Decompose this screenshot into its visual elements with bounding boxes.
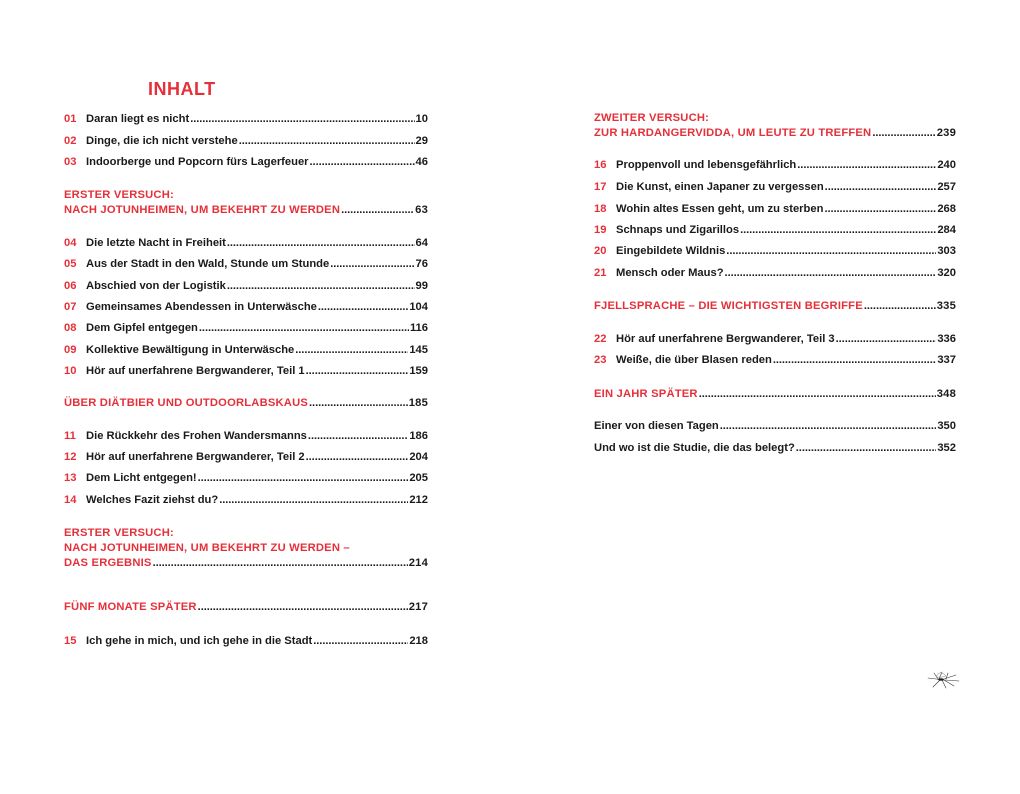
chapter-title: Dem Licht entgegen! [86,472,197,484]
toc-entry[interactable] [64,450,428,465]
chapter-title: Hör auf unerfahrene Bergwanderer, Teil 2 [86,451,305,463]
dot-leader [872,126,935,141]
chapter-title: Abschied von der Logistik [86,280,226,292]
section-title: DAS ERGEBNIS [64,556,152,569]
toc-section-heading[interactable] [64,600,428,615]
toc-entry[interactable] [64,429,428,444]
dot-leader [836,332,937,347]
dot-leader [740,223,936,238]
dot-leader [153,556,408,571]
dot-leader [199,321,409,336]
toc-entry[interactable] [594,353,956,368]
section-title: FÜNF MONATE SPÄTER [64,601,197,613]
chapter-number: 20 [594,245,607,257]
dot-leader [308,429,408,444]
toc-entry[interactable] [64,364,428,379]
page-number: 29 [415,135,428,147]
section-heading-line: NACH JOTUNHEIMEN, UM BEKEHRT ZU WERDEN – [64,541,350,554]
toc-entry[interactable] [64,300,428,315]
chapter-title: Dinge, die ich nicht verstehe [86,135,238,147]
dot-leader [725,266,937,281]
dot-leader [330,257,414,272]
chapter-title: Weiße, die über Blasen reden [616,354,772,366]
dot-leader [306,364,409,379]
toc-entry[interactable] [594,419,956,434]
dot-leader [190,112,414,127]
chapter-number: 17 [594,181,607,193]
page-number: 159 [409,365,428,377]
chapter-number: 13 [64,472,77,484]
section-title: EIN JAHR SPÄTER [594,388,698,400]
page-number: 335 [936,300,956,312]
chapter-title: Aus der Stadt in den Wald, Stunde um Stunde [86,258,330,270]
dot-leader [318,300,408,315]
chapter-title: Hör auf unerfahrene Bergwanderer, Teil 1 [86,365,305,377]
dot-leader [239,134,415,149]
chapter-number: 15 [64,635,77,647]
page-number: 320 [937,267,956,279]
page-number: 239 [936,126,956,139]
page-number: 284 [937,224,956,236]
chapter-number: 08 [64,322,77,334]
page-number: 240 [937,159,956,171]
page-number: 218 [409,635,428,647]
dot-leader [699,387,936,402]
chapter-title: Die Rückkehr des Frohen Wandersmanns [86,430,307,442]
toc-section-heading[interactable] [64,396,428,411]
dot-leader [313,634,408,649]
toc-section-heading[interactable] [594,299,956,314]
chapter-title: Dem Gipfel entgegen [86,322,198,334]
dot-leader [720,419,937,434]
chapter-title: Mensch oder Maus? [616,267,724,279]
chapter-number: 18 [594,203,607,215]
section-heading-row [64,396,428,411]
chapter-number: 07 [64,301,77,313]
page-number: 76 [415,258,428,270]
dot-leader [295,343,408,358]
dot-leader [773,353,936,368]
dot-leader [825,180,937,195]
chapter-number: 14 [64,494,77,506]
chapter-title: Gemeinsames Abendessen in Unterwäsche [86,301,317,313]
page-number: 352 [937,442,956,454]
section-title: NACH JOTUNHEIMEN, UM BEKEHRT ZU WERDEN [64,203,341,216]
chapter-title: Daran liegt es nicht [86,113,190,125]
section-heading-row [594,387,956,402]
toc-section-heading[interactable] [64,526,428,570]
page-number: 350 [937,420,956,432]
dot-leader [219,493,408,508]
toc-entry[interactable] [594,266,956,281]
dot-leader [864,299,936,314]
section-heading-row [64,600,428,615]
toc-entry[interactable] [594,158,956,173]
page-number: 336 [937,333,956,345]
page-number: 268 [937,203,956,215]
section-heading-row [594,299,956,314]
chapter-number: 19 [594,224,607,236]
toc-entry[interactable] [594,180,956,195]
dot-leader [310,155,415,170]
toc-entry[interactable] [594,244,956,259]
page-number: 204 [409,451,428,463]
page-number: 348 [936,388,956,400]
section-heading-row [64,203,428,218]
chapter-title: Einer von diesen Tagen [594,420,719,432]
page-number: 10 [415,113,428,125]
page-number: 145 [409,344,428,356]
section-title: ÜBER DIÄTBIER UND OUTDOORLABSKAUS [64,397,309,409]
chapter-title: Die letzte Nacht in Freiheit [86,237,226,249]
chapter-number: 06 [64,280,77,292]
toc-entry[interactable] [64,321,428,336]
chapter-title: Ich gehe in mich, und ich gehe in die Stadt [86,635,313,647]
page-number: 116 [409,322,428,334]
chapter-number: 11 [64,430,76,442]
dot-leader [309,396,408,411]
toc-entry[interactable] [64,471,428,486]
chapter-title: Indoorberge und Popcorn fürs Lagerfeuer [86,156,309,168]
chapter-number: 05 [64,258,77,270]
toc-entry[interactable] [64,112,428,127]
dot-leader [797,158,936,173]
section-heading-row [594,126,956,141]
toc-entry[interactable] [594,441,956,456]
page-number: 217 [408,601,428,613]
chapter-number: 21 [594,267,607,279]
toc-entry[interactable] [64,155,428,170]
page-number: 185 [408,397,428,409]
page-number: 99 [415,280,428,292]
chapter-number: 22 [594,333,607,345]
page-number: 186 [409,430,428,442]
page-number: 205 [409,472,428,484]
dot-leader [306,450,409,465]
page-number: 212 [409,494,428,506]
chapter-title: Und wo ist die Studie, die das belegt? [594,442,795,454]
chapter-title: Schnaps und Zigarillos [616,224,740,236]
chapter-title: Welches Fazit ziehst du? [86,494,219,506]
dot-leader [796,441,937,456]
toc-entry[interactable] [594,223,956,238]
chapter-title: Hör auf unerfahrene Bergwanderer, Teil 3 [616,333,835,345]
chapter-number: 01 [64,113,77,125]
chapter-number: 23 [594,354,607,366]
dot-leader [227,236,415,251]
toc-entry[interactable] [594,332,956,347]
chapter-title: Die Kunst, einen Japaner zu vergessen [616,181,824,193]
chapter-number: 12 [64,451,77,463]
toc-entry[interactable] [64,343,428,358]
dot-leader [726,244,936,259]
chapter-title: Kollektive Bewältigung in Unterwäsche [86,344,295,356]
chapter-number: 04 [64,237,77,249]
dot-leader [341,203,414,218]
chapter-number: 03 [64,156,77,168]
chapter-number: 10 [64,365,77,377]
chapter-number: 02 [64,135,77,147]
section-heading-line: ERSTER VERSUCH: [64,189,174,201]
toc-entry[interactable] [64,634,428,649]
chapter-title: Wohin altes Essen geht, um zu sterben [616,203,824,215]
toc-entry[interactable] [64,279,428,294]
page-number: 104 [409,301,428,313]
section-heading-line: ZWEITER VERSUCH: [594,112,710,124]
toc-section-heading[interactable] [64,188,428,218]
chapter-number: 16 [594,159,607,171]
chapter-number: 09 [64,344,77,356]
page-number: 337 [937,354,956,366]
toc-entry[interactable] [594,202,956,217]
toc-entry[interactable] [64,493,428,508]
dot-leader [198,600,408,615]
chapter-title: Proppenvoll und lebensgefährlich [616,159,797,171]
toc-entry[interactable] [64,236,428,251]
toc-entry[interactable] [64,134,428,149]
section-heading-line: ERSTER VERSUCH: [64,527,174,539]
chapter-title: Eingebildete Wildnis [616,245,726,257]
toc-entry[interactable] [64,257,428,272]
page-number: 63 [415,203,428,216]
section-heading-row [64,556,428,571]
toc-section-heading[interactable] [594,387,956,402]
section-title: ZUR HARDANGERVIDDA, UM LEUTE ZU TREFFEN [594,126,872,139]
page-number: 46 [415,156,428,168]
toc-section-heading[interactable] [594,111,956,141]
dot-leader [198,471,409,486]
section-title: FJELLSPRACHE – DIE WICHTIGSTEN BEGRIFFE [594,300,863,312]
page-number: 303 [937,245,956,257]
page-number: 257 [937,181,956,193]
dot-leader [227,279,415,294]
page-title: INHALT [148,79,216,99]
dot-leader [824,202,936,217]
page-number: 214 [408,556,428,569]
mosquito-icon [924,667,960,691]
page-number: 64 [415,237,428,249]
